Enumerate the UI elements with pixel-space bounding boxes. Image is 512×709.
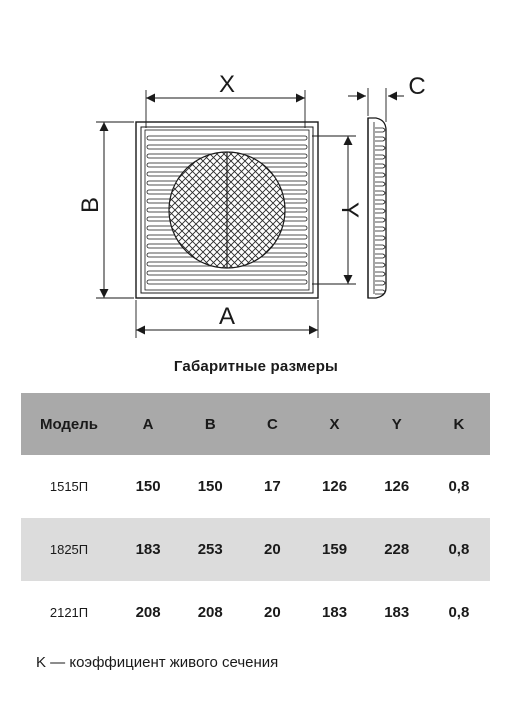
- cell-k: 0,8: [448, 604, 470, 621]
- dimension-x: [146, 71, 305, 128]
- cell-c: 20: [264, 604, 281, 621]
- cell-y: 126: [384, 478, 410, 495]
- grille-technical-drawing: [0, 0, 512, 350]
- header-b: B: [179, 393, 241, 455]
- header-x: X: [303, 393, 365, 455]
- section-title: Габаритные размеры: [173, 358, 339, 375]
- footnote: K — коэффициент живого сечения: [36, 654, 279, 671]
- cell-x: 159: [303, 518, 365, 581]
- dimension-a: [136, 300, 318, 338]
- dimension-c: [348, 73, 426, 122]
- grille-front-view: [136, 122, 318, 298]
- grille-side-view: [368, 118, 386, 298]
- table-row: [21, 518, 490, 581]
- cell-b: 253: [179, 518, 241, 581]
- cell-k: 0,8: [428, 518, 490, 581]
- cell-c: 20: [241, 518, 303, 581]
- table-header-row: [21, 393, 490, 455]
- cell-x: 183: [322, 604, 348, 621]
- dim-a-label: A: [218, 303, 236, 330]
- header-k: K: [428, 393, 490, 455]
- dimension-y: [312, 136, 363, 284]
- cell-b: 208: [197, 604, 223, 621]
- cell-b: 150: [197, 478, 223, 495]
- cell-a: 208: [135, 604, 161, 621]
- dim-b-label: B: [77, 196, 104, 214]
- cell-model: 1825П: [21, 518, 117, 581]
- cell-a: 183: [117, 518, 179, 581]
- dim-c-label: C: [408, 73, 426, 100]
- header-y: Y: [366, 393, 428, 455]
- header-c: C: [241, 393, 303, 455]
- table-row: [21, 581, 490, 644]
- dim-x-label: X: [218, 71, 236, 98]
- cell-a: 150: [135, 478, 161, 495]
- header-model: Модель: [21, 393, 117, 455]
- dim-y-label: Y: [336, 201, 363, 219]
- cell-y: 228: [366, 518, 428, 581]
- dimension-b: [77, 122, 134, 298]
- cell-k: 0,8: [448, 478, 470, 495]
- cell-model: 1515П: [49, 479, 89, 494]
- header-a: A: [117, 393, 179, 455]
- cell-x: 126: [322, 478, 348, 495]
- table-row: [21, 455, 490, 518]
- cell-y: 183: [384, 604, 410, 621]
- dimensions-table: [21, 393, 490, 644]
- cell-c: 17: [264, 478, 281, 495]
- cell-model: 2121П: [49, 605, 89, 620]
